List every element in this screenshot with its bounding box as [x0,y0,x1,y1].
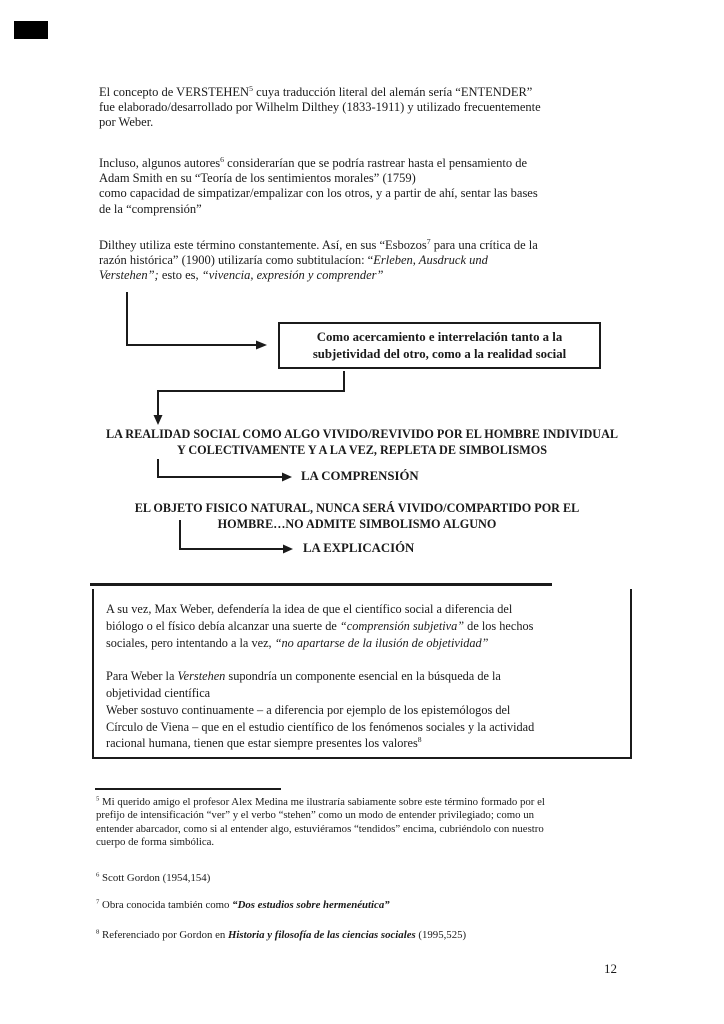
footnote-6: $^6$ Scott Gordon (1954,154) [96,871,211,884]
arrowhead-down-icon [154,415,163,425]
paragraph-adam-smith: Incluso, algunos autores$^6$ considerarían que se podría rastrear hasta el pensamiento de Adam Smith en su “Teoría de los sentimientos morales” (1759) como capacidad de simpatizar/empalizar con los otros, y a partir de ahí, sentar las bases de la “comprensión” [99,154,538,216]
weber-box-top-rule [90,583,552,586]
arrow-to-comprension [158,459,283,477]
scan-redaction-mark [14,21,48,39]
weber-box-text: A su vez, Max Weber, defendería la idea de que el científico social a diferencia del biólogo o el físico debía alcanzar una suerte de “comprensión subjetiva” de los hechos sociales, pero intentando a la vez, “no apartarse de la ilusión de objetividad” Para Weber la Verstehen supondría un componente esencial en la búsqueda de la objetividad científica Weber sostuvo continuamente – a diferencia por ejemplo de los epistemólogos del Círculo de Viena – que en el estudio científico de los fenómenos sociales y la actividad racional humana, tienen que estar siempre presentes los valores$^8$ [106,602,535,751]
arrow-box-to-realidad [158,371,344,416]
acercamiento-callout-box: Como acercamiento e interrelación tanto a la subjetividad del otro, como a la realidad social [278,322,601,369]
page-number: 12 [604,961,617,976]
arrowhead-right-icon [283,545,293,554]
paragraph-dilthey-esbozos: Dilthey utiliza este término constantemente. Así, en sus “Esbozos$^7$ para una crítica de la razón histórica” (1900) utilizaría como subtitulacíon: “Erleben, Ausdruck und Verstehen”; esto es, “vivencia, expresión y comprender” [99,236,538,283]
label-realidad-social: LA REALIDAD SOCIAL COMO ALGO VIVIDO/REVIVIDO POR EL HOMBRE INDIVIDUAL Y COLECTIVAMENTE Y A LA VEZ, REPLETA DE SIMBOLISMOS [105,427,619,457]
footnote-separator-rule [95,788,281,790]
arrowhead-right-icon [282,473,292,482]
label-la-explicacion: LA EXPLICACIÓN [303,541,415,555]
arrow-to-acercamiento-box [127,292,257,345]
weber-callout-box [92,589,632,759]
arrowhead-right-icon [256,341,267,350]
footnote-7: $^7$ Obra conocida también como “Dos estudios sobre hermenéutica” [96,898,390,911]
paragraph-verstehen-intro: El concepto de VERSTEHEN$^5$ cuya traducción literal del alemán sería “ENTENDER” fue elaborado/desarrollado por Wilhelm Dilthey (1833-1911) y utilizado frecuentemente por Weber. [99,83,541,130]
label-objeto-fisico: EL OBJETO FISICO NATURAL, NUNCA SERÁ VIVIDO/COMPARTIDO POR EL HOMBRE…NO ADMITE SIMBOLISMO ALGUNO [134,501,580,531]
footnote-8: $^8$ Referenciado por Gordon en Historia y filosofía de las ciencias sociales (1995,525) [96,928,467,941]
footnote-5: $^5$ Mi querido amigo el profesor Alex Medina me ilustraría sabiamente sobre este término formado por el prefijo de intensificación “ver” y el verbo “stehen” como un modo de entender privilegiado; como un entender abarcador, como si al entender algo, estuviéramos “tendidos” encima, cubriéndolo con nuestro cuerpo de forma simbólica. [96,795,545,848]
label-la-comprension: LA COMPRENSIÓN [301,469,419,483]
